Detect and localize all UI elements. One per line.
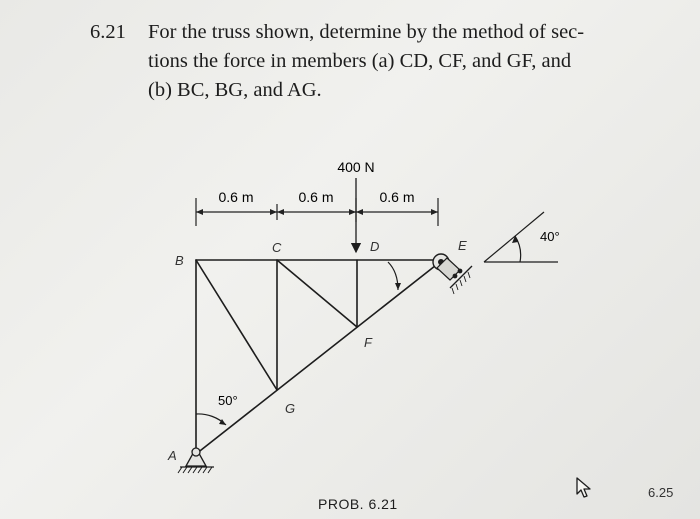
dimension-label-1: 0.6 m: [218, 189, 254, 205]
dimension-label-3: 0.6 m: [379, 189, 415, 205]
angle-A-label: 50°: [218, 393, 238, 408]
load-label: 400 N: [337, 159, 375, 175]
joint-label-D: D: [370, 239, 380, 254]
joint-label-F: F: [364, 335, 372, 350]
figure-caption: PROB. 6.21: [318, 496, 398, 512]
joint-label-E: E: [458, 238, 467, 253]
member-BG: [196, 260, 277, 390]
member-bottom-chord: [196, 262, 440, 454]
cursor-arrow-icon: [574, 476, 596, 500]
truss-members: [196, 260, 440, 454]
problem-line-3: (b) BC, BG, and AG.: [148, 79, 322, 101]
joint-label-B: B: [175, 253, 184, 268]
member-CF: [277, 260, 357, 327]
pin-support-A: [178, 448, 214, 473]
angle-arc-D-tip: [395, 283, 401, 290]
joint-label-C: C: [272, 240, 282, 255]
joint-label-A: A: [168, 448, 177, 463]
problem-line-2: tions the force in members (a) CD, CF, and GF, and: [148, 50, 572, 72]
dimension-label-2: 0.6 m: [298, 189, 334, 205]
joint-label-G: G: [285, 401, 296, 416]
problem-number: 6.21: [90, 21, 126, 43]
angle-E-label: 40°: [540, 229, 560, 244]
problem-line-1: For the truss shown, determine by the method of sec-: [148, 21, 585, 43]
roller-support-E: [433, 254, 472, 294]
page-number: 6.25: [648, 485, 674, 500]
